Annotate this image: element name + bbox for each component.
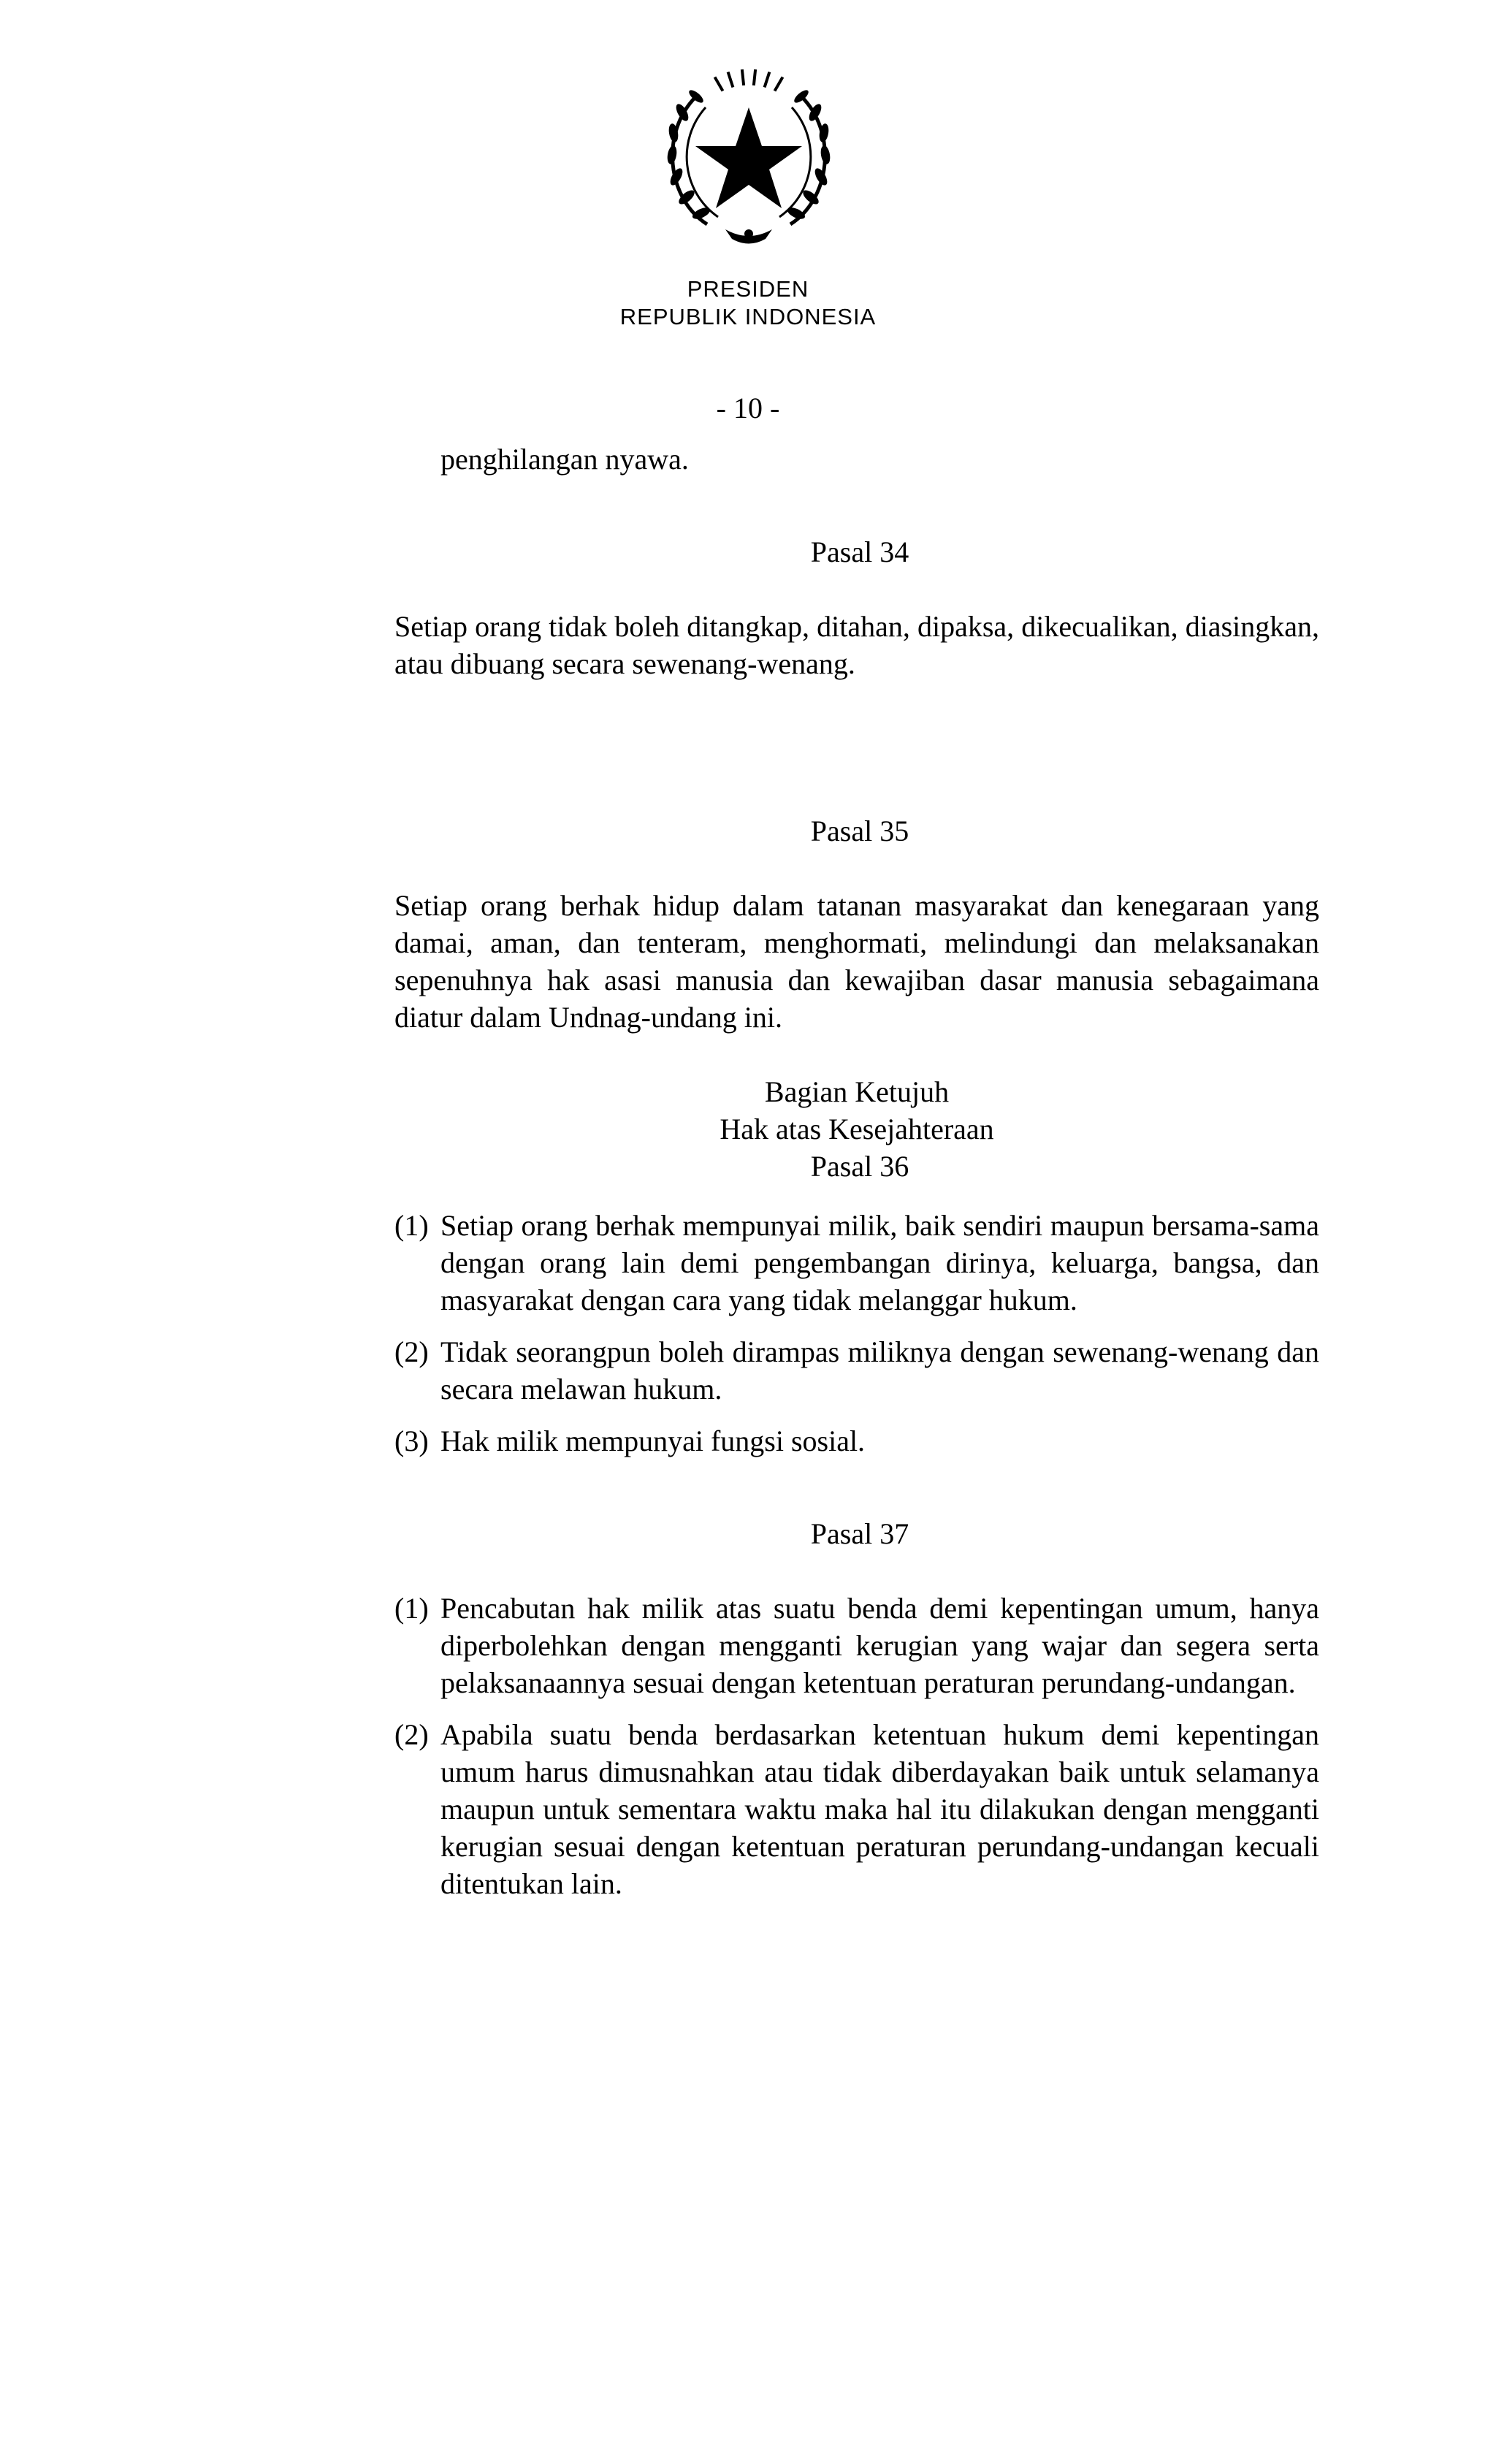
garuda-star-wreath-emblem <box>656 67 842 253</box>
pasal-36-title: Pasal 36 <box>810 1150 909 1183</box>
item-number: (3) <box>394 1424 429 1457</box>
item-text: Pencabutan hak milik atas suatu benda demi kepentingan umum, hanya diperbolehkan dengan mengganti kerugian yang wajar dan segera serta pelaksanaannya sesuai dengan ketentuan peraturan perundang-undangan. <box>440 1592 1319 1699</box>
pasal-35-text: Setiap orang berhak hidup dalam tatanan masyarakat dan kenegaraan yang damai, aman, dan tenteram, menghormati, melindungi dan melaksanakan sepenuhnya hak asasi manusia dan kewajiban dasar manusia sebagaimana diatur dalam Undnag-undang ini. <box>394 889 1319 1034</box>
item-number: (1) <box>394 1592 429 1625</box>
pasal-37-title: Pasal 37 <box>810 1517 909 1550</box>
item-text: Setiap orang berhak mempunyai milik, baik sendiri maupun bersama-sama dengan orang lain demi pengembangan dirinya, keluarga, bangsa, dan masyarakat dengan cara yang tidak melanggar hukum. <box>440 1209 1319 1316</box>
item-text: Hak milik mempunyai fungsi sosial. <box>440 1424 866 1457</box>
list-item <box>394 1207 1319 1319</box>
list-item <box>394 1716 1319 1902</box>
list-item <box>394 1590 1319 1701</box>
item-number: (2) <box>394 1335 429 1368</box>
item-number: (2) <box>394 1718 429 1751</box>
document-body <box>394 440 1319 1902</box>
header-title: PRESIDEN <box>687 276 809 302</box>
list-item <box>394 1422 1319 1460</box>
pasal-35-title: Pasal 35 <box>810 815 909 847</box>
pasal-36-list <box>394 1207 1319 1460</box>
pasal-34-title: Pasal 34 <box>810 535 909 568</box>
page-number: - 10 - <box>716 392 780 424</box>
section-part: Bagian Ketujuh <box>764 1075 950 1108</box>
pasal-34-text: Setiap orang tidak boleh ditangkap, ditahan, dipaksa, dikecualikan, diasingkan, atau dibuang secara sewenang-wenang. <box>394 610 1319 680</box>
continuation-text: penghilangan nyawa. <box>440 443 689 476</box>
list-item <box>394 1333 1319 1408</box>
item-text: Tidak seorangpun boleh dirampas miliknya dengan sewenang-wenang dan secara melawan hukum. <box>440 1335 1319 1405</box>
item-text: Apabila suatu benda berdasarkan ketentuan hukum demi kepentingan umum harus dimusnahkan atau tidak diberdayakan baik untuk selamanya maupun untuk sementara waktu maka hal itu dilakukan dengan mengganti kerugian sesuai dengan ketentuan peraturan perundang-undangan kecuali ditentukan lain. <box>440 1718 1319 1900</box>
header-subtitle: REPUBLIK INDONESIA <box>619 304 877 329</box>
pasal-37-list <box>394 1590 1319 1902</box>
section-title: Hak atas Kesejahteraan <box>720 1113 994 1145</box>
item-number: (1) <box>394 1209 429 1242</box>
